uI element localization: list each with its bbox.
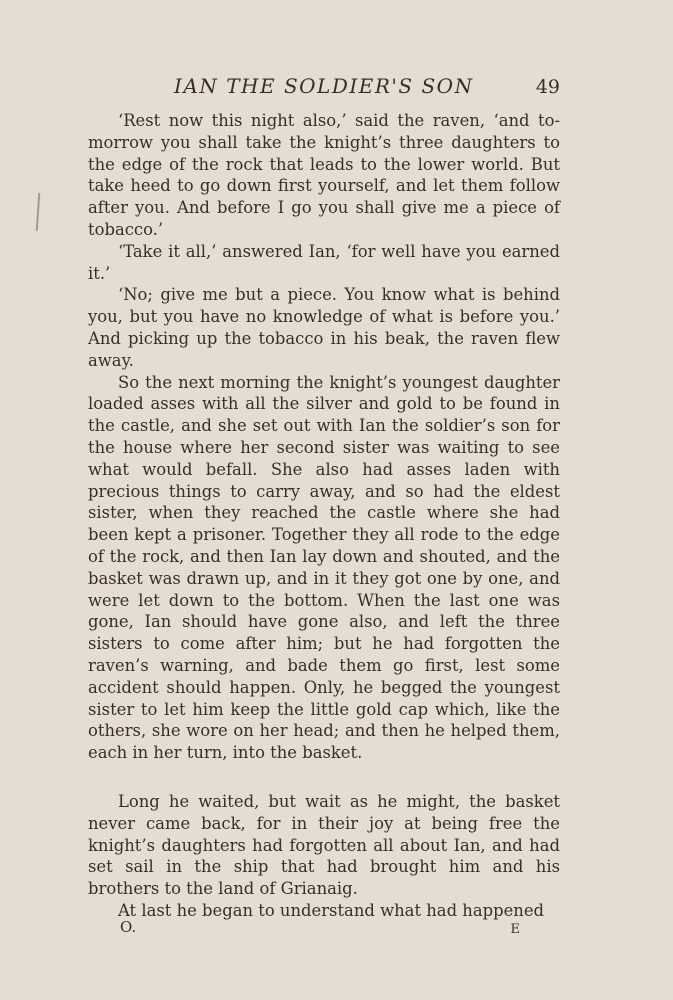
body-text — [88, 110, 560, 922]
paragraph: Long he waited, but wait as he might, the basket never came back, for in their joy at being free the knight’s daughters had forgotten all about Ian, and had set sail in the ship that had brought him and his brothers to the land of Grianaig. — [88, 791, 560, 899]
paragraph: ‘Take it all,’ answered Ian, ‘for well have you earned it.’ — [88, 241, 560, 283]
running-title: IAN THE SOLDIER'S SON — [174, 74, 474, 98]
page-header — [88, 74, 560, 102]
paragraph: So the next morning the knight’s youngest daughter loaded asses with all the silver and gold to be found in the castle, and she set out with Ian the soldier’s son for the house where her second sister was waiting to see what would befall. She also had asses laden with precious things to carry away, and so had the eldest sister, when they reached the castle where she had been kept a prisoner. Together they all rode to the edge of the rock, and then Ian lay down and shouted, and the basket was drawn up, and in it they got one by one, and were let down to the bottom. When the last one was gone, Ian should have gone also, and left the three sisters to come after him; but he had forgotten the raven’s warning, and bade them go first, lest some accident should happen. Only, he begged the youngest sister to let him keep the little gold cap which, like the others, she wore on her head; and then he helped them, each in her turn, into the basket. — [88, 372, 560, 763]
signature-mark: O. — [120, 918, 137, 936]
page-footer — [88, 918, 560, 942]
paragraph: ‘Rest now this night also,’ said the raven, ‘and to-morrow you shall take the knight’s three daughters to the edge of the rock that leads to the lower world. But take heed to go down first yourself, and let them follow after you. And before I go you shall give me a piece of tobacco.’ — [88, 111, 560, 239]
gathering-mark: E — [510, 922, 520, 937]
paragraph: ‘No; give me but a piece. You know what is behind you, but you have no knowledge of what is before you.’ And picking up the tobacco in his beak, the raven flew away. — [88, 285, 560, 370]
margin-pencil-mark — [36, 193, 41, 231]
page-number: 49 — [535, 76, 560, 98]
paragraph: At last he began to understand what had happened — [118, 900, 545, 920]
